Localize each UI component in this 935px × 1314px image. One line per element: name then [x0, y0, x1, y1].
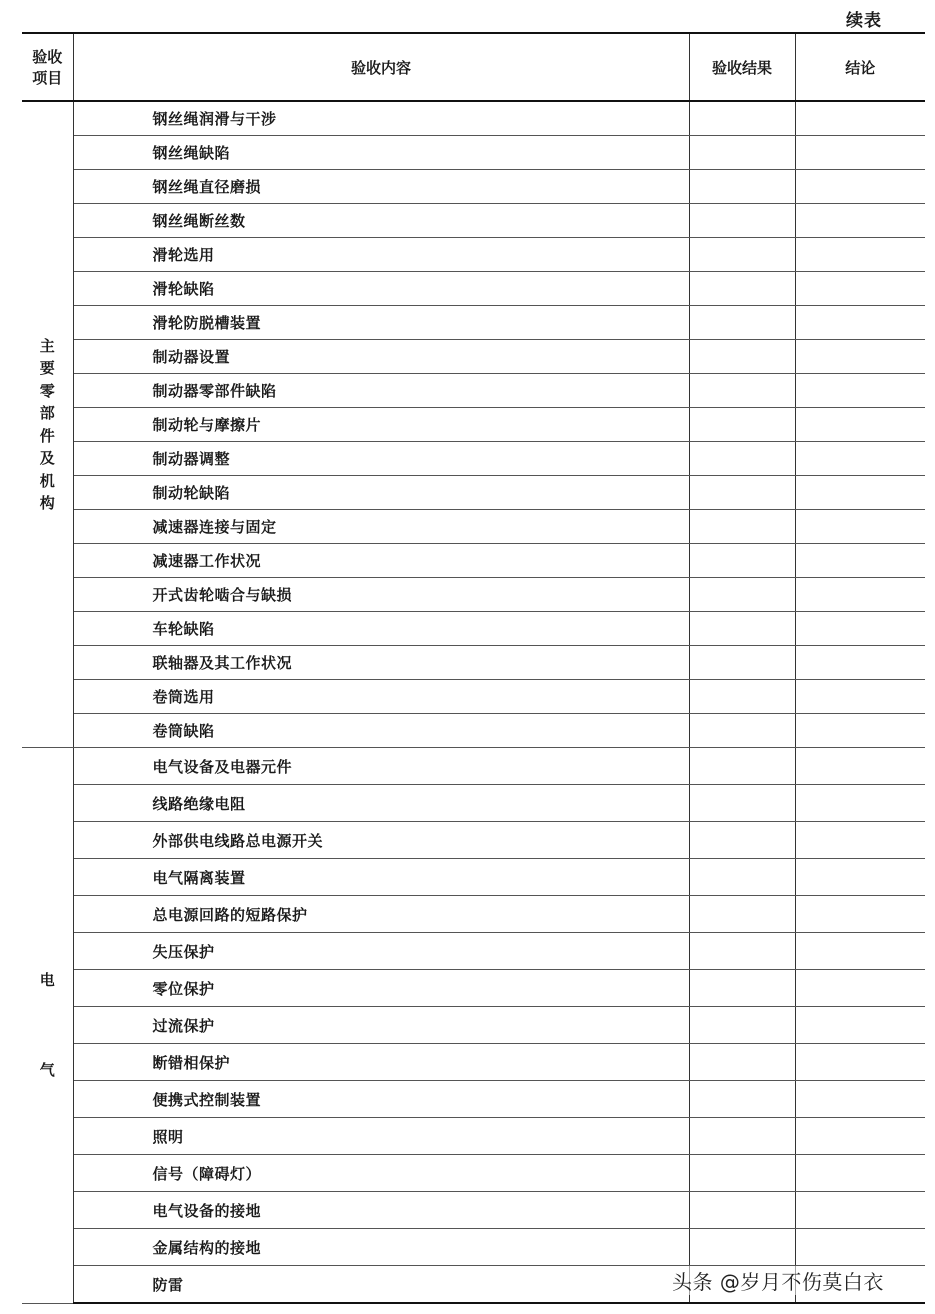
item-conclusion-cell[interactable] [795, 1192, 925, 1229]
item-conclusion-cell[interactable] [795, 510, 925, 544]
item-content: 断错相保护 [73, 1044, 689, 1081]
item-result-cell[interactable] [689, 1155, 795, 1192]
table-row [22, 510, 925, 544]
table-row [22, 680, 925, 714]
table-row [22, 970, 925, 1007]
item-result-cell[interactable] [689, 306, 795, 340]
item-conclusion-cell[interactable] [795, 578, 925, 612]
item-content: 联轴器及其工作状况 [73, 646, 689, 680]
item-conclusion-cell[interactable] [795, 1118, 925, 1155]
watermark: 头条 @岁月不伤莫白衣 [670, 1266, 886, 1295]
item-result-cell[interactable] [689, 272, 795, 306]
table-row [22, 714, 925, 748]
item-content: 外部供电线路总电源开关 [73, 822, 689, 859]
item-content: 制动器设置 [73, 340, 689, 374]
item-conclusion-cell[interactable] [795, 170, 925, 204]
group-label-char: 主 [39, 336, 55, 355]
table-row [22, 238, 925, 272]
group-label [22, 101, 73, 748]
item-conclusion-cell[interactable] [795, 374, 925, 408]
item-result-cell[interactable] [689, 136, 795, 170]
item-result-cell[interactable] [689, 340, 795, 374]
table-row [22, 544, 925, 578]
item-result-cell[interactable] [689, 933, 795, 970]
item-content: 零位保护 [73, 970, 689, 1007]
group-label-char: 件 [39, 426, 55, 445]
item-result-cell[interactable] [689, 101, 795, 136]
table-row [22, 933, 925, 970]
item-content: 制动轮与摩擦片 [73, 408, 689, 442]
item-conclusion-cell[interactable] [795, 136, 925, 170]
group-label-char: 及 [39, 449, 55, 467]
item-conclusion-cell[interactable] [795, 408, 925, 442]
continued-table-label: 续表 [846, 11, 882, 31]
table-row [22, 170, 925, 204]
item-content: 过流保护 [73, 1007, 689, 1044]
table-row [22, 1229, 925, 1266]
header-result: 验收结果 [689, 33, 795, 101]
table-row [22, 1081, 925, 1118]
table-row [22, 646, 925, 680]
item-content: 防雷 [73, 1266, 689, 1304]
item-conclusion-cell[interactable] [795, 859, 925, 896]
item-conclusion-cell[interactable] [795, 680, 925, 714]
table-row [22, 1155, 925, 1192]
item-result-cell[interactable] [689, 1118, 795, 1155]
table-row [22, 476, 925, 510]
item-conclusion-cell[interactable] [795, 204, 925, 238]
item-result-cell[interactable] [689, 374, 795, 408]
item-content: 卷筒选用 [73, 680, 689, 714]
acceptance-table [22, 32, 925, 1304]
table-row [22, 1192, 925, 1229]
item-content: 钢丝绳缺陷 [73, 136, 689, 170]
item-result-cell[interactable] [689, 1007, 795, 1044]
group-label-char: 部 [39, 404, 55, 422]
item-conclusion-cell[interactable] [795, 970, 925, 1007]
item-content: 电气设备及电器元件 [73, 748, 689, 785]
item-result-cell[interactable] [689, 442, 795, 476]
group-label-char: 电 [39, 970, 55, 989]
table-row [22, 859, 925, 896]
item-content: 滑轮缺陷 [73, 272, 689, 306]
item-content: 失压保护 [73, 933, 689, 970]
item-result-cell[interactable] [689, 1192, 795, 1229]
table-row [22, 1044, 925, 1081]
item-content: 车轮缺陷 [73, 612, 689, 646]
item-conclusion-cell[interactable] [795, 785, 925, 822]
item-content: 便携式控制装置 [73, 1081, 689, 1118]
item-conclusion-cell[interactable] [795, 1044, 925, 1081]
table-row [22, 101, 925, 136]
item-result-cell[interactable] [689, 578, 795, 612]
table-row [22, 272, 925, 306]
group-label [22, 748, 73, 1304]
item-content: 电气隔离装置 [73, 859, 689, 896]
item-content: 制动轮缺陷 [73, 476, 689, 510]
item-result-cell[interactable] [689, 238, 795, 272]
item-conclusion-cell[interactable] [795, 612, 925, 646]
item-conclusion-cell[interactable] [795, 933, 925, 970]
table-row [22, 578, 925, 612]
item-result-cell[interactable] [689, 1229, 795, 1266]
table-row [22, 612, 925, 646]
table-row [22, 1118, 925, 1155]
item-result-cell[interactable] [689, 170, 795, 204]
table-row [22, 748, 925, 785]
group-label-char: 要 [39, 359, 55, 377]
item-content: 钢丝绳断丝数 [73, 204, 689, 238]
item-conclusion-cell[interactable] [795, 544, 925, 578]
item-content: 照明 [73, 1118, 689, 1155]
item-result-cell[interactable] [689, 612, 795, 646]
item-conclusion-cell[interactable] [795, 646, 925, 680]
section-main-components [22, 101, 925, 748]
item-result-cell[interactable] [689, 714, 795, 748]
item-result-cell[interactable] [689, 970, 795, 1007]
item-conclusion-cell[interactable] [795, 1081, 925, 1118]
table-row [22, 896, 925, 933]
item-result-cell[interactable] [689, 1044, 795, 1081]
header-project-line: 验收 [32, 48, 63, 66]
item-conclusion-cell[interactable] [795, 272, 925, 306]
item-conclusion-cell[interactable] [795, 896, 925, 933]
section-electrical [22, 748, 925, 1304]
item-content: 开式齿轮啮合与缺损 [73, 578, 689, 612]
item-result-cell[interactable] [689, 510, 795, 544]
item-result-cell[interactable] [689, 785, 795, 822]
item-content: 线路绝缘电阻 [73, 785, 689, 822]
item-result-cell[interactable] [689, 680, 795, 714]
table-row [22, 136, 925, 170]
item-conclusion-cell[interactable] [795, 340, 925, 374]
header-content: 验收内容 [73, 33, 689, 101]
item-content: 制动器调整 [73, 442, 689, 476]
item-result-cell[interactable] [689, 646, 795, 680]
header-project [22, 33, 73, 101]
item-result-cell[interactable] [689, 408, 795, 442]
item-content: 减速器工作状况 [73, 544, 689, 578]
item-conclusion-cell[interactable] [795, 238, 925, 272]
item-content: 总电源回路的短路保护 [73, 896, 689, 933]
item-content: 电气设备的接地 [73, 1192, 689, 1229]
item-result-cell[interactable] [689, 896, 795, 933]
item-content: 金属结构的接地 [73, 1229, 689, 1266]
group-label-char: 构 [39, 494, 55, 512]
header-project-line: 项目 [32, 69, 63, 87]
item-conclusion-cell[interactable] [795, 822, 925, 859]
group-label-char: 气 [39, 1061, 55, 1080]
table-header-row [22, 33, 925, 101]
item-conclusion-cell[interactable] [795, 1229, 925, 1266]
table-row [22, 374, 925, 408]
item-result-cell[interactable] [689, 748, 795, 785]
item-content: 卷筒缺陷 [73, 714, 689, 748]
group-label-char: 零 [39, 381, 55, 400]
item-conclusion-cell[interactable] [795, 748, 925, 785]
item-content: 减速器连接与固定 [73, 510, 689, 544]
table-row [22, 340, 925, 374]
item-conclusion-cell[interactable] [795, 714, 925, 748]
table-row [22, 442, 925, 476]
group-label-char: 机 [39, 471, 55, 490]
item-result-cell[interactable] [689, 544, 795, 578]
header-conclusion: 结论 [795, 33, 925, 101]
item-result-cell[interactable] [689, 476, 795, 510]
item-result-cell[interactable] [689, 1081, 795, 1118]
table-row [22, 408, 925, 442]
item-content: 钢丝绳直径磨损 [73, 170, 689, 204]
table-row [22, 785, 925, 822]
item-content: 滑轮防脱槽装置 [73, 306, 689, 340]
table-row [22, 1007, 925, 1044]
item-content: 信号（障碍灯） [73, 1155, 689, 1192]
item-conclusion-cell[interactable] [795, 1007, 925, 1044]
item-conclusion-cell[interactable] [795, 442, 925, 476]
table-row [22, 306, 925, 340]
item-result-cell[interactable] [689, 822, 795, 859]
item-content: 制动器零部件缺陷 [73, 374, 689, 408]
item-conclusion-cell[interactable] [795, 476, 925, 510]
item-content: 滑轮选用 [73, 238, 689, 272]
item-content: 钢丝绳润滑与干涉 [73, 101, 689, 136]
item-result-cell[interactable] [689, 859, 795, 896]
item-conclusion-cell[interactable] [795, 306, 925, 340]
item-conclusion-cell[interactable] [795, 101, 925, 136]
item-conclusion-cell[interactable] [795, 1155, 925, 1192]
table-row [22, 204, 925, 238]
table-row [22, 822, 925, 859]
item-result-cell[interactable] [689, 204, 795, 238]
